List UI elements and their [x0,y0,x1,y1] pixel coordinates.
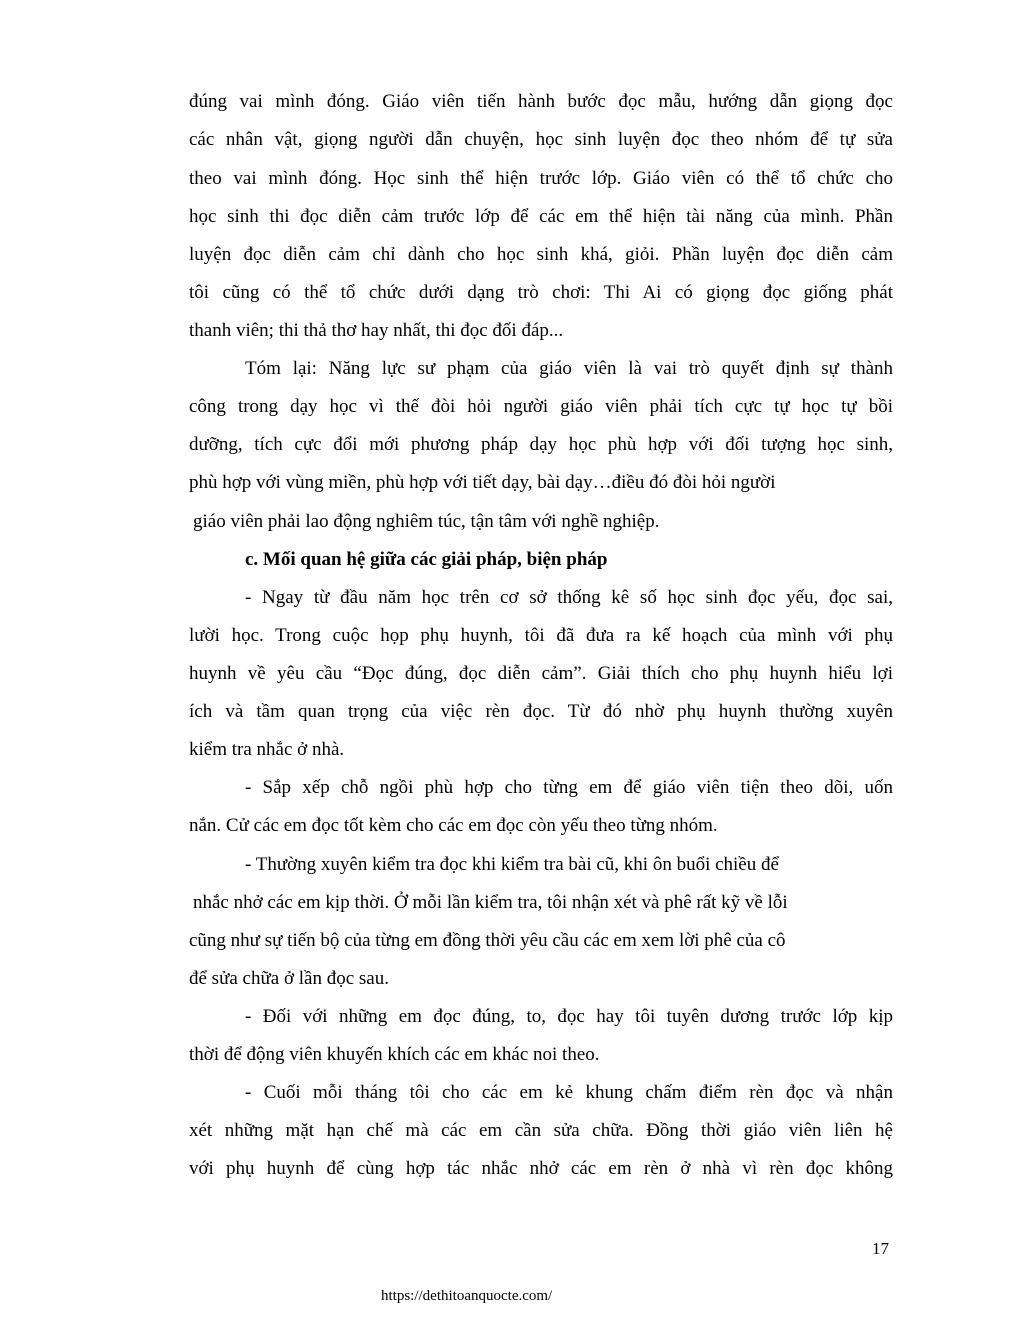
text-line: - Thường xuyên kiểm tra đọc khi kiểm tra bài cũ, khi ôn buổi chiều để [245,854,779,875]
text-line: giáo viên phải lao động nghiêm túc, tận tâm với nghề nghiệp. [193,511,660,532]
text-line: huynh về yêu cầu “Đọc đúng, đọc diễn cảm”. Giải thích cho phụ huynh hiểu lợi [189,663,893,684]
text-line: ích và tầm quan trọng của việc rèn đọc. Từ đó nhờ phụ huynh thường xuyên [189,701,893,722]
text-line: các nhân vật, giọng người dẫn chuyện, học sinh luyện đọc theo nhóm để tự sửa [189,129,893,150]
section-heading: c. Mối quan hệ giữa các giải pháp, biện pháp [245,549,608,570]
text-line: nắn. Cử các em đọc tốt kèm cho các em đọc còn yếu theo từng nhóm. [189,815,718,836]
text-line: - Ngay từ đầu năm học trên cơ sở thống kê số học sinh đọc yếu, đọc sai, [245,587,893,608]
text-line: luyện đọc diễn cảm chỉ dành cho học sinh khá, giỏi. Phần luyện đọc diễn cảm [189,244,893,265]
text-line: với phụ huynh để cùng hợp tác nhắc nhở các em rèn ở nhà vì rèn đọc không [189,1158,893,1179]
text-line: - Cuối mỗi tháng tôi cho các em kẻ khung chấm điểm rèn đọc và nhận [245,1082,893,1103]
text-line: kiểm tra nhắc ở nhà. [189,739,345,760]
text-line: - Đối với những em đọc đúng, to, đọc hay tôi tuyên dương trước lớp kịp [245,1006,893,1027]
text-line: lười học. Trong cuộc họp phụ huynh, tôi đã đưa ra kế hoạch của mình với phụ [189,625,893,646]
text-line: phù hợp với vùng miền, phù hợp với tiết dạy, bài dạy…điều đó đòi hỏi người [189,472,776,493]
text-line: cũng như sự tiến bộ của từng em đồng thời yêu cầu các em xem lời phê của cô [189,930,786,951]
text-line: công trong dạy học vì thế đòi hỏi người giáo viên phải tích cực tự học tự bồi [189,396,893,417]
text-line: nhắc nhở các em kịp thời. Ở mỗi lần kiểm tra, tôi nhận xét và phê rất kỹ về lỗi [193,892,788,913]
text-line: xét những mặt hạn chế mà các em cần sửa chữa. Đồng thời giáo viên liên hệ [189,1120,893,1141]
text-line: dưỡng, tích cực đổi mới phương pháp dạy học phù hợp với đối tượng học sinh, [189,434,893,455]
page-number: 17 [872,1239,889,1258]
text-line: để sửa chữa ở lần đọc sau. [189,968,389,989]
text-line: học sinh thi đọc diễn cảm trước lớp để các em thể hiện tài năng của mình. Phần [189,206,893,227]
text-line: thời để động viên khuyến khích các em khác noi theo. [189,1044,600,1065]
text-line: theo vai mình đóng. Học sinh thể hiện trước lớp. Giáo viên có thể tổ chức cho [189,168,893,189]
text-line: thanh viên; thi thả thơ hay nhất, thi đọc đối đáp... [189,320,564,341]
text-line: - Sắp xếp chỗ ngồi phù hợp cho từng em để giáo viên tiện theo dõi, uốn [245,777,893,798]
text-line: đúng vai mình đóng. Giáo viên tiến hành bước đọc mẫu, hướng dẫn giọng đọc [189,91,893,112]
text-line: tôi cũng có thể tổ chức dưới dạng trò chơi: Thi Ai có giọng đọc giống phát [189,282,893,303]
text-line: Tóm lại: Năng lực sư phạm của giáo viên là vai trò quyết định sự thành [245,358,893,379]
footer-url: https://dethitoanquocte.com/ [381,1288,553,1304]
